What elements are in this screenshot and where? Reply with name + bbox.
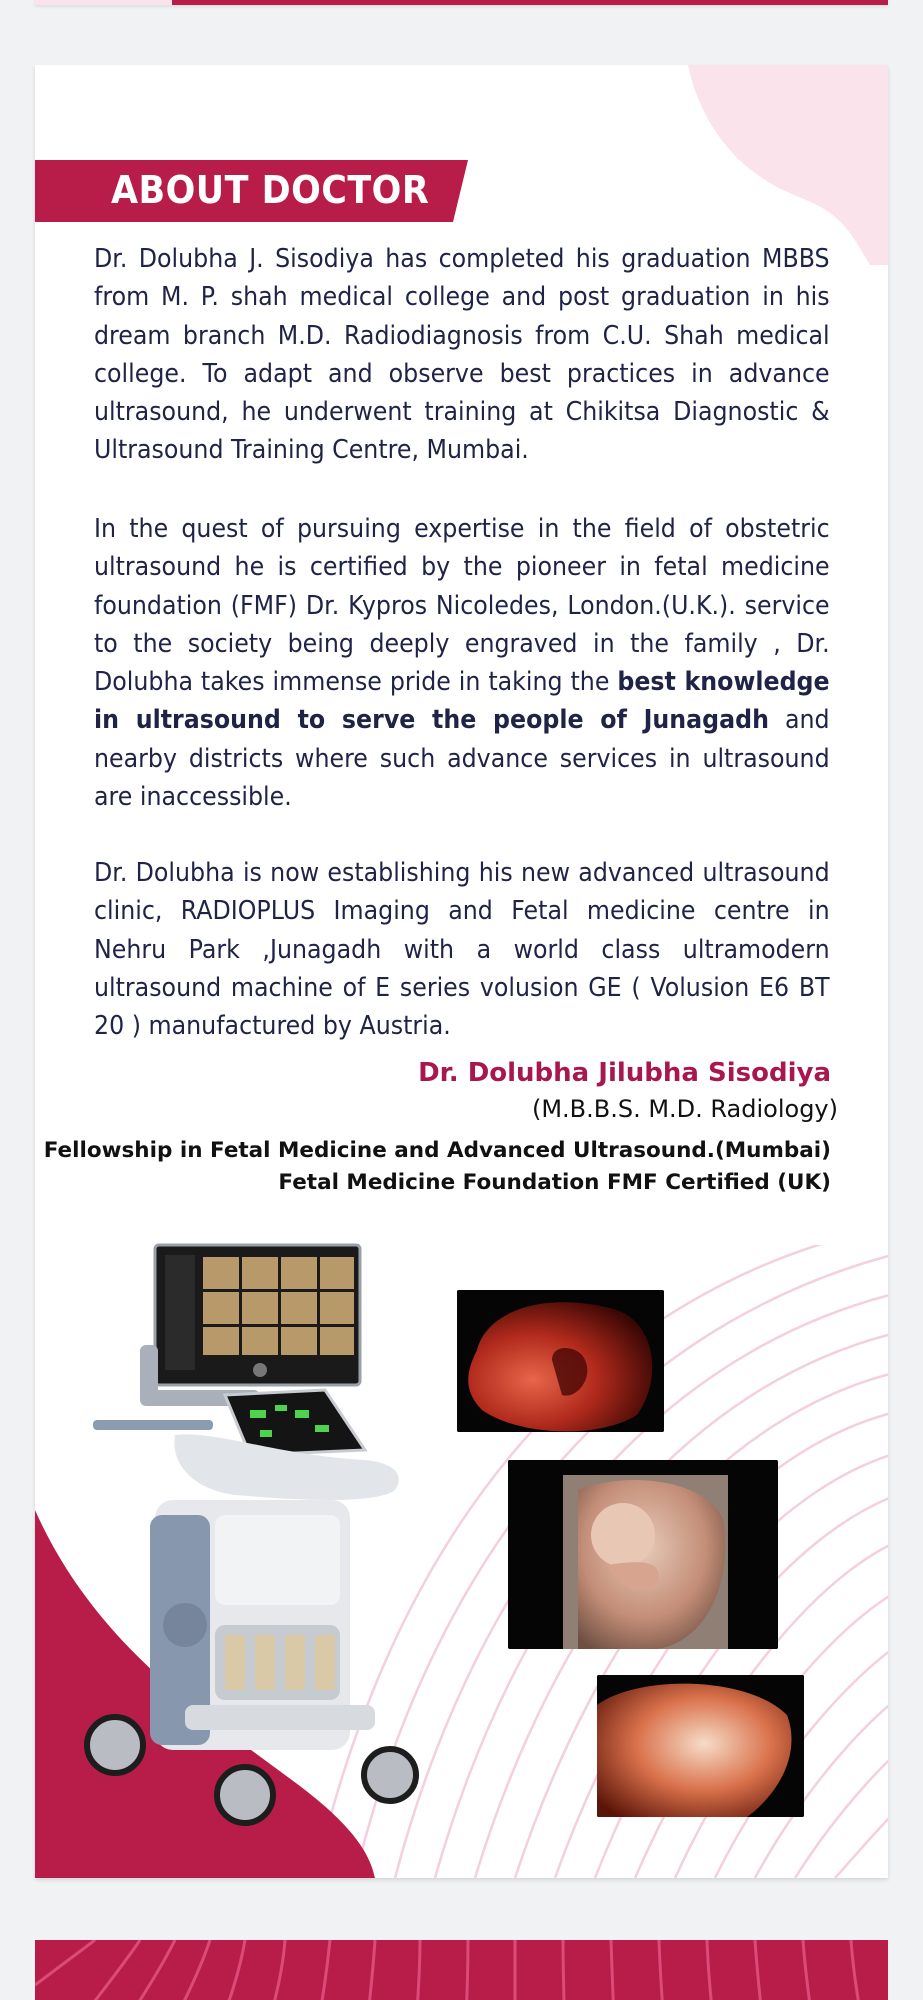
next-section-curves	[35, 1940, 888, 2000]
bio-paragraph-3: Dr. Dolubha is now establishing his new advanced ultrasound clinic, RADIOPLUS Imaging and Fetal medicine centre in Nehru Park ,Junagadh with a world class ultramodern ultrasound machine of E series volusion GE ( Volusion E6 BT 20 ) manufactured by Austria.	[94, 858, 830, 1042]
bio-paragraph-2-highlight: best knowledge in ultrasound to serve the people of Junagadh	[94, 667, 830, 736]
previous-section-card	[35, 0, 888, 5]
doctor-name: Dr. Dolubha Jilubha Sisodiya	[418, 1058, 831, 1088]
fetal-scan-image-3	[597, 1675, 804, 1817]
section-title: ABOUT DOCTOR	[111, 168, 430, 212]
about-doctor-card	[35, 65, 888, 1878]
bio-paragraph-1: Dr. Dolubha J. Sisodiya has completed his graduation MBBS from M. P. shah medical college and post graduation in his dream branch M.D. Radiodiagnosis from C.U. Shah medical college. To adapt and observe best practices in advance ultrasound, he underwent training at Chikitsa Diagnostic & Ultrasound Training Centre, Mumbai.	[94, 244, 830, 466]
previous-section-pink-strip	[35, 0, 172, 5]
fetal-scan-image-1	[457, 1290, 664, 1432]
ultrasound-machine-image	[75, 1225, 455, 1840]
bio-paragraph-2-text-end: and nearby districts where such advance services in ultrasound are inaccessible.	[94, 705, 830, 813]
fetal-scan-image-2	[508, 1460, 778, 1649]
bio-paragraph-2	[94, 510, 830, 816]
next-section-card	[35, 1940, 888, 2000]
section-title-banner	[35, 160, 468, 222]
doctor-degree: (M.B.B.S. M.D. Radiology)	[531, 1095, 838, 1123]
doctor-certification: Fetal Medicine Foundation FMF Certified (UK)	[278, 1170, 831, 1195]
doctor-fellowship: Fellowship in Fetal Medicine and Advanced Ultrasound.(Mumbai)	[43, 1138, 831, 1163]
bio-paragraph-2-text: In the quest of pursuing expertise in the field of obstetric ultrasound he is certified by the pioneer in fetal medicine foundation (FMF) Dr. Kypros Nicoledes, London.(U.K.). service to the society being deeply engraved in the family , Dr. Dolubha takes immense pride in taking the	[94, 514, 830, 698]
decorative-pink-blob	[688, 65, 888, 265]
